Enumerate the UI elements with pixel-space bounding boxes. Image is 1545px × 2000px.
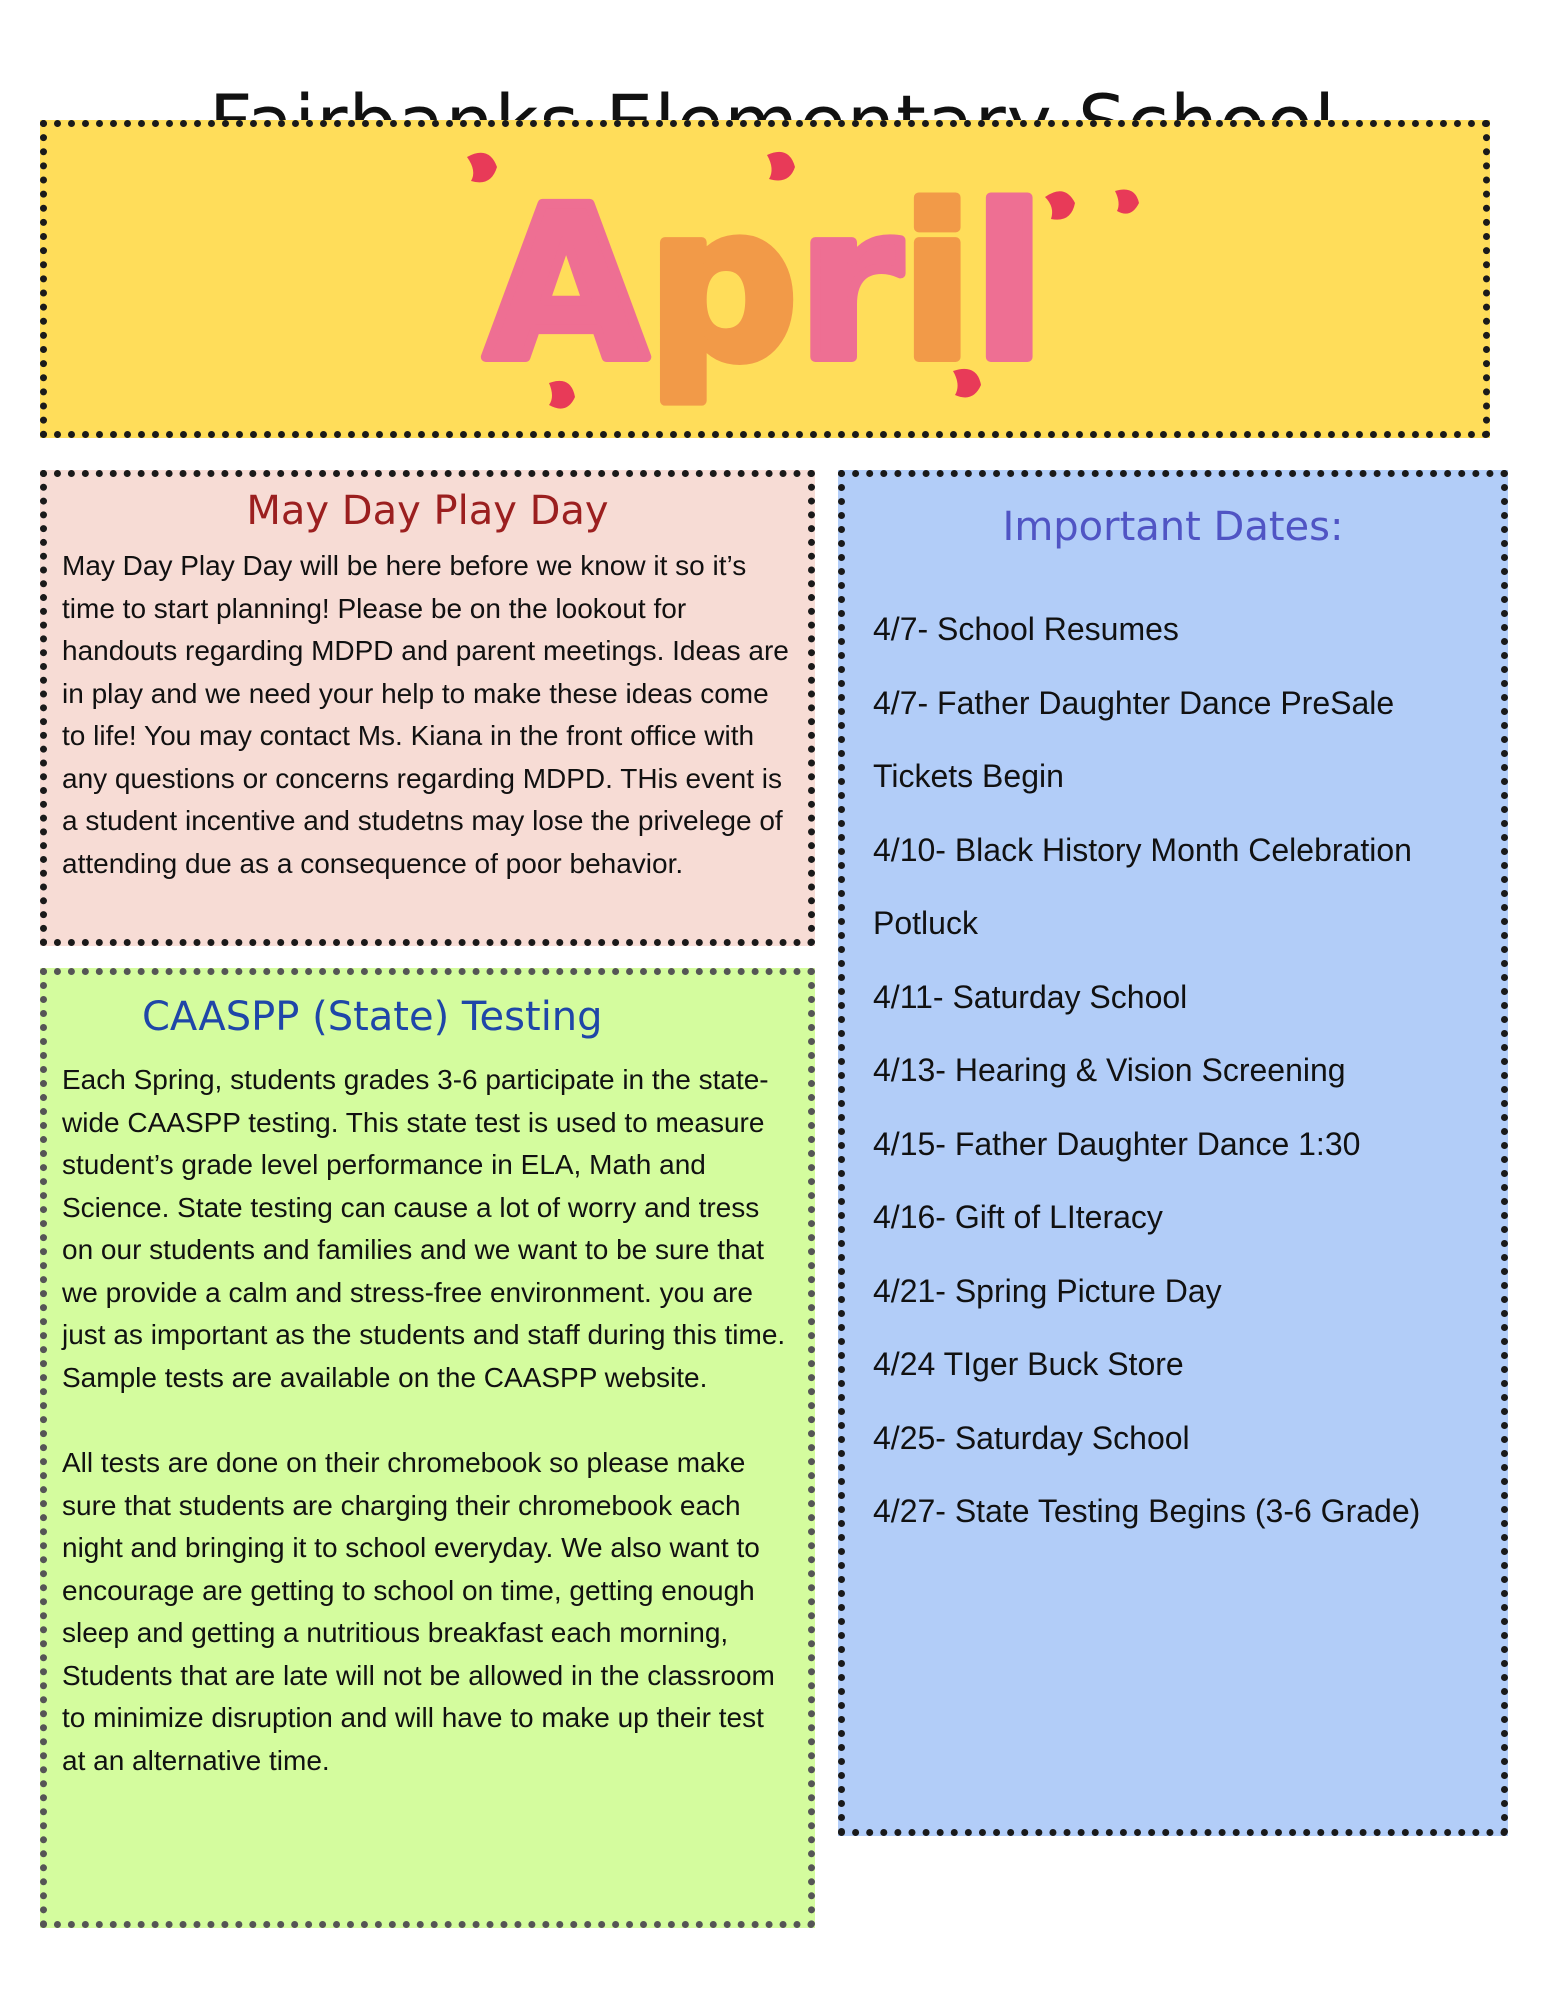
date-item: 4/11- Saturday School — [873, 978, 1188, 1015]
caaspp-card — [40, 968, 815, 1928]
may-day-body: May Day Play Day will be here before we know it so it’s time to start planning! Please be on the lookout for handouts regarding MDPD and parent meetings. Ideas are in play and we need your help to make these ideas come to life! You may contact Ms. Kiana in the front office with any questions or concerns regarding MDPD. THis event is a student incentive and studetns may lose the privelege of attending due as a consequence of poor behavior. — [62, 550, 789, 879]
date-item: 4/7- Father Daughter Dance PreSale Tickets Begin — [873, 684, 1395, 794]
may-day-title: May Day Play Day — [246, 488, 609, 534]
date-item: 4/16- Gift of LIteracy — [873, 1199, 1163, 1235]
date-item: 4/10- Black History Month Celebration Potluck — [873, 831, 1412, 941]
caaspp-paragraph: Each Spring, students grades 3-6 participate in the state-wide CAASPP testing. This state test is used to measure student’s grade level performance in ELA, Math and Science. State testing can cause a lot of worry and tress on our students and families and we want to be sure that we provide a calm and stress-free environment. you are just as important as the students and staff during this time. Sample tests are available on the CAASPP website. — [62, 1064, 786, 1393]
april-letter: p — [647, 162, 798, 407]
caaspp-title: CAASPP (State) Testing — [142, 994, 603, 1040]
important-dates-card — [838, 470, 1508, 1836]
april-letter: i — [901, 162, 974, 407]
petal-icon — [1045, 191, 1075, 219]
date-item: 4/15- Father Daughter Dance 1:30 — [873, 1125, 1361, 1162]
important-dates-list — [845, 593, 1501, 1549]
april-banner-art — [47, 127, 1483, 431]
date-item: 4/21- Spring Picture Day — [873, 1272, 1222, 1309]
date-item: 4/13- Hearing & Vision Screening — [873, 1052, 1346, 1088]
date-item: 4/25- Saturday School — [873, 1419, 1190, 1456]
april-letter: l — [973, 162, 1046, 407]
may-day-card — [40, 470, 815, 946]
april-banner — [40, 120, 1490, 438]
april-letter: A — [484, 162, 648, 407]
date-item: 4/24 TIger Buck Store — [873, 1346, 1184, 1382]
april-wordmark — [485, 162, 1045, 407]
date-item: 4/7- School Resumes — [873, 611, 1179, 647]
caaspp-paragraph: All tests are done on their chromebook so please make sure that students are charging their chromebook each night and bringing it to school everyday. We also want to encourage are getting to school on time, getting enough sleep and getting a nutritious breakfast each morning, Students that are late will not be allowed in the classroom to minimize disruption and will have to make up their test at an alternative time. — [62, 1447, 775, 1776]
important-dates-title: Important Dates: — [1002, 504, 1344, 550]
april-letter: r — [797, 162, 902, 407]
date-item: 4/27- State Testing Begins (3-6 Grade) — [873, 1493, 1421, 1529]
petal-icon — [1115, 190, 1139, 214]
